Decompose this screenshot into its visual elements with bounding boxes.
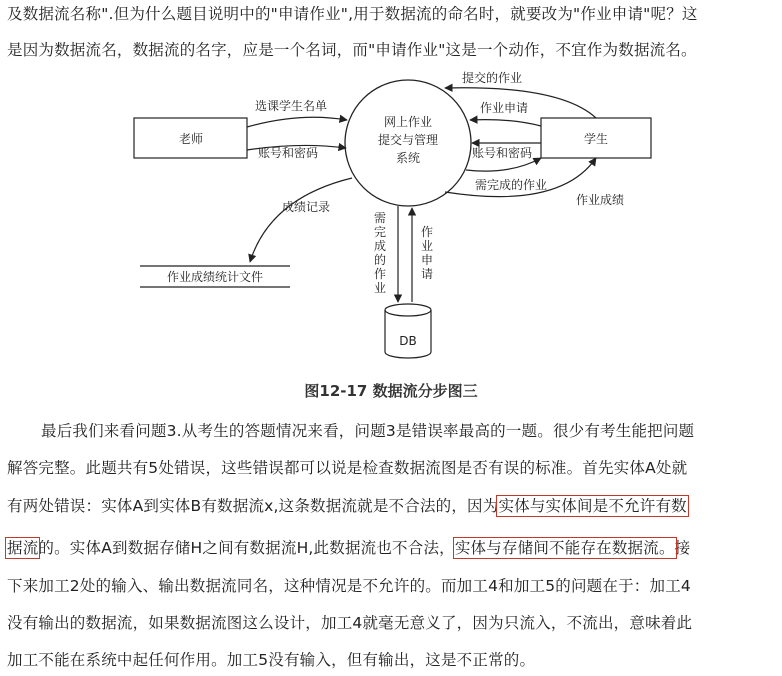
process-label-3: 系统 bbox=[395, 151, 421, 165]
svg-text:业: 业 bbox=[420, 239, 434, 253]
flow-db-out-label bbox=[374, 211, 386, 295]
svg-text:作: 作 bbox=[373, 267, 387, 281]
highlight-entity-rule-end: 据流 bbox=[7, 539, 39, 557]
svg-text:的: 的 bbox=[373, 253, 387, 267]
flow-grade-record-label: 成绩记录 bbox=[282, 200, 331, 214]
body-line-6: 没有输出的数据流，如果数据流图这么设计，加工4就毫无意义了，因为只流入，不流出，意味着此 bbox=[7, 614, 693, 632]
flow-select-students-label: 选课学生名单 bbox=[255, 99, 328, 113]
body-line-1: 最后我们来看问题3.从考生的答题情况来看，问题3是错误率最高的一题。很少有考生能把问题 bbox=[41, 422, 695, 440]
svg-text:需: 需 bbox=[373, 211, 387, 225]
flow-grade-record bbox=[250, 178, 352, 262]
svg-text:请: 请 bbox=[420, 267, 434, 281]
process-label-2: 提交与管理 bbox=[377, 133, 439, 147]
body-line-4: 据流的。实体A到数据存储H之间有数据流H,此数据流也不合法，实体与存储间不能存在数据流。接 bbox=[7, 539, 691, 557]
highlight-store-rule: 实体与存储间不能存在数据流。 bbox=[454, 539, 675, 557]
flow-select-students bbox=[247, 117, 347, 127]
svg-text:完: 完 bbox=[373, 225, 387, 239]
flow-student-account-label: 账号和密码 bbox=[472, 146, 533, 160]
file-label: 作业成绩统计文件 bbox=[166, 270, 264, 284]
body-line-5: 下来加工2处的输入、输出数据流同名，这种情况是不允许的。而加工4和加工5的问题在于：加工4 bbox=[7, 577, 691, 595]
teacher-label: 老师 bbox=[178, 132, 204, 146]
svg-text:作: 作 bbox=[420, 225, 434, 239]
body-line-7: 加工不能在系统中起任何作用。加工5没有输入，但有输出，这是不正常的。 bbox=[7, 651, 536, 669]
figure-caption: 图12-17 数据流分步图三 bbox=[304, 382, 478, 400]
flow-homework-needed-label: 需完成的作业 bbox=[475, 178, 548, 192]
db-label: DB bbox=[399, 334, 417, 348]
flow-teacher-account-label: 账号和密码 bbox=[258, 146, 319, 160]
svg-text:业: 业 bbox=[373, 281, 387, 295]
body-line-3: 有两处错误：实体A到实体B有数据流x,这条数据流就是不合法的，因为实体与实体间是不允许有数 bbox=[7, 497, 687, 515]
db-cylinder bbox=[385, 304, 431, 358]
highlight-entity-rule: 实体与实体间是不允许有数 bbox=[498, 497, 687, 515]
intro-line-2: 是因为数据流名，数据流的名字，应是一个名词，而"申请作业"这是一个动作，不宜作为数据流名。 bbox=[7, 41, 697, 59]
flow-db-in-label bbox=[421, 225, 433, 281]
flow-submitted-homework-label: 提交的作业 bbox=[462, 71, 523, 85]
body-line-2: 解答完整。此题共有5处错误，这些错误都可以说是检查数据流图是否有误的标准。首先实体A处就 bbox=[7, 459, 688, 477]
flow-homework-request-label: 作业申请 bbox=[480, 101, 529, 115]
svg-text:成: 成 bbox=[373, 239, 387, 253]
intro-line-1: 及数据流名称".但为什么题目说明中的"申请作业",用于数据流的命名时，就要改为"作业申请"呢？这 bbox=[7, 5, 698, 23]
process-label-1: 网上作业 bbox=[383, 115, 433, 129]
flow-homework-request bbox=[470, 120, 541, 126]
svg-text:申: 申 bbox=[420, 253, 434, 267]
flow-homework-grade-label: 作业成绩 bbox=[576, 193, 625, 207]
data-flow-diagram bbox=[0, 66, 782, 372]
student-label: 学生 bbox=[583, 132, 609, 146]
